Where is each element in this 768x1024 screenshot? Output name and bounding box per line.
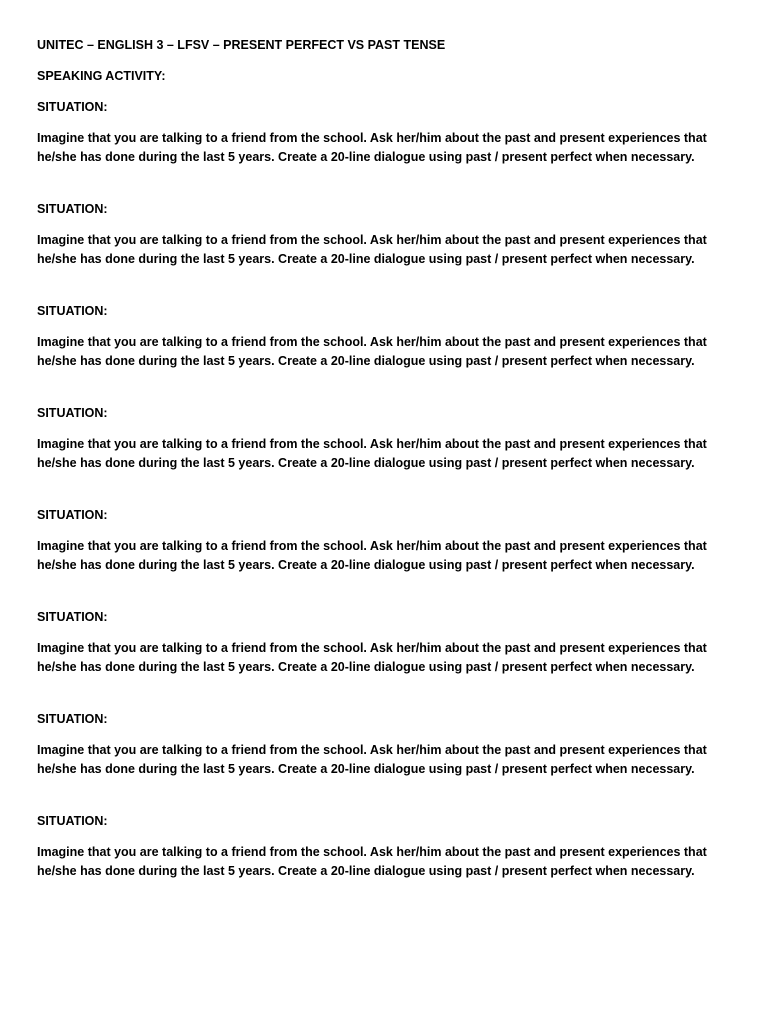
situation-text-line: Imagine that you are talking to a friend from the school. Ask her/him about the past and present experiences that xyxy=(37,641,707,655)
situation-label: SITUATION: xyxy=(37,202,108,216)
situation-block xyxy=(37,404,737,473)
situation-label: SITUATION: xyxy=(37,406,108,420)
situation-text-line: he/she has done during the last 5 years. Create a 20-line dialogue using past / present perfect when necessary. xyxy=(37,354,695,368)
situation-block xyxy=(37,302,737,371)
situation-block xyxy=(37,200,737,269)
situation-text-line: he/she has done during the last 5 years. Create a 20-line dialogue using past / present perfect when necessary. xyxy=(37,456,695,470)
situation-label: SITUATION: xyxy=(37,100,108,114)
situation-text-line: he/she has done during the last 5 years. Create a 20-line dialogue using past / present perfect when necessary. xyxy=(37,252,695,266)
situation-text-line: he/she has done during the last 5 years. Create a 20-line dialogue using past / present perfect when necessary. xyxy=(37,660,695,674)
situation-block xyxy=(37,812,737,881)
situation-text-line: he/she has done during the last 5 years. Create a 20-line dialogue using past / present perfect when necessary. xyxy=(37,864,695,878)
situation-text-line: he/she has done during the last 5 years. Create a 20-line dialogue using past / present perfect when necessary. xyxy=(37,762,695,776)
situation-label: SITUATION: xyxy=(37,304,108,318)
situation-text-line: he/she has done during the last 5 years. Create a 20-line dialogue using past / present perfect when necessary. xyxy=(37,558,695,572)
document-page xyxy=(37,36,737,881)
situation-label: SITUATION: xyxy=(37,508,108,522)
situation-text-line: Imagine that you are talking to a friend from the school. Ask her/him about the past and present experiences that xyxy=(37,845,707,859)
situation-text-line: Imagine that you are talking to a friend from the school. Ask her/him about the past and present experiences that xyxy=(37,437,707,451)
situation-text-line: Imagine that you are talking to a friend from the school. Ask her/him about the past and present experiences that xyxy=(37,335,707,349)
situation-label: SITUATION: xyxy=(37,712,108,726)
situation-label: SITUATION: xyxy=(37,814,108,828)
situation-text-line: Imagine that you are talking to a friend from the school. Ask her/him about the past and present experiences that xyxy=(37,233,707,247)
situation-text-line: he/she has done during the last 5 years. Create a 20-line dialogue using past / present perfect when necessary. xyxy=(37,150,695,164)
situation-text-line: Imagine that you are talking to a friend from the school. Ask her/him about the past and present experiences that xyxy=(37,539,707,553)
activity-heading: SPEAKING ACTIVITY: xyxy=(37,69,166,83)
situation-label: SITUATION: xyxy=(37,610,108,624)
situation-text-line: Imagine that you are talking to a friend from the school. Ask her/him about the past and present experiences that xyxy=(37,131,707,145)
situation-block xyxy=(37,710,737,779)
situation-block xyxy=(37,506,737,575)
document-title: UNITEC – ENGLISH 3 – LFSV – PRESENT PERFECT VS PAST TENSE xyxy=(37,38,446,52)
situation-block xyxy=(37,608,737,677)
situation-text-line: Imagine that you are talking to a friend from the school. Ask her/him about the past and present experiences that xyxy=(37,743,707,757)
situation-block xyxy=(37,98,737,167)
